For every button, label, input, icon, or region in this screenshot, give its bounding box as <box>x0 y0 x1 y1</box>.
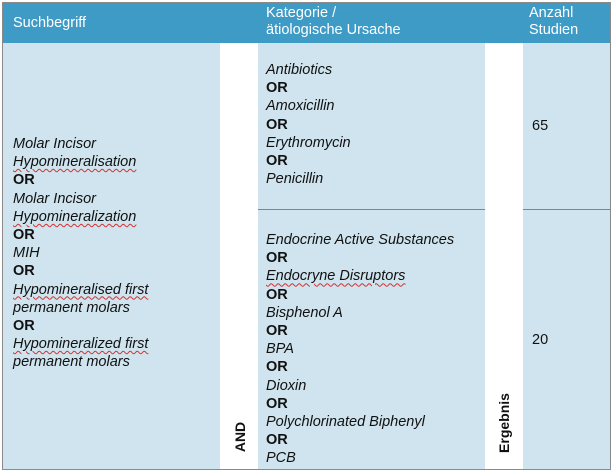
or-operator: OR <box>266 250 288 267</box>
search-term: Hypomineralization <box>13 208 137 225</box>
category-term: Antibiotics <box>266 62 333 78</box>
search-term: MIH <box>13 245 40 262</box>
header-col3-line1: Anzahl <box>529 5 574 21</box>
header-col1-label: Suchbegriff <box>13 15 87 31</box>
category-cell-endocrine <box>258 209 485 469</box>
category-cell-antibiotics <box>258 43 485 209</box>
search-term: Hypomineralised first <box>13 281 149 298</box>
and-label: AND <box>232 421 248 453</box>
category-term: Amoxicillin <box>266 98 335 115</box>
count-endocrine: 20 <box>532 332 549 348</box>
count-antibiotics: 65 <box>532 118 549 134</box>
ergebnis-column <box>485 43 523 469</box>
header-col2-line2: ätiologische Ursache <box>266 22 401 38</box>
category-term: Endocrine Active Substances <box>266 232 455 248</box>
search-terms-cell <box>3 43 220 469</box>
or-operator: OR <box>13 318 35 335</box>
category-term: Dioxin <box>266 377 307 394</box>
and-column <box>220 43 258 469</box>
category-term: Bisphenol A <box>266 304 343 321</box>
or-operator: OR <box>266 153 288 170</box>
count-cell-antibiotics <box>523 43 610 209</box>
header-col3-line2: Studien <box>529 22 579 38</box>
search-term: permanent molars <box>13 299 130 316</box>
header-col2-line1: Kategorie / <box>266 5 337 21</box>
or-operator: OR <box>13 227 35 244</box>
header-spacer-ergebnis <box>485 3 523 43</box>
count-cell-endocrine <box>523 209 610 469</box>
or-operator: OR <box>266 323 288 340</box>
search-term: Molar Incisor <box>13 190 96 207</box>
search-term: Hypomineralized first <box>13 336 149 353</box>
search-term: Hypomineralisation <box>13 154 137 171</box>
category-list-endocrine <box>266 231 485 468</box>
or-operator: OR <box>266 116 288 133</box>
search-term: permanent molars <box>13 354 130 371</box>
category-term: Penicillin <box>266 171 324 188</box>
category-term: Erythromycin <box>266 134 351 151</box>
category-list-antibiotics <box>266 61 485 188</box>
or-operator: OR <box>13 263 35 280</box>
or-operator: OR <box>266 395 288 412</box>
category-term: PCB <box>266 450 296 467</box>
search-terms-list <box>13 135 220 372</box>
search-term: Molar Incisor <box>13 136 96 152</box>
category-term: Endocryne Disruptors <box>266 268 406 285</box>
or-operator: OR <box>266 286 288 303</box>
header-kategorie <box>258 3 485 43</box>
or-operator: OR <box>266 80 288 97</box>
or-operator: OR <box>266 359 288 376</box>
header-suchbegriff <box>3 3 220 43</box>
or-operator: OR <box>266 432 288 449</box>
category-term: Polychlorinated Biphenyl <box>266 414 425 431</box>
category-term: BPA <box>266 341 294 358</box>
or-operator: OR <box>13 172 35 189</box>
header-spacer-and <box>220 3 258 43</box>
header-anzahl <box>523 3 610 43</box>
search-strategy-table <box>2 2 611 470</box>
ergebnis-label: Ergebnis <box>496 393 512 453</box>
